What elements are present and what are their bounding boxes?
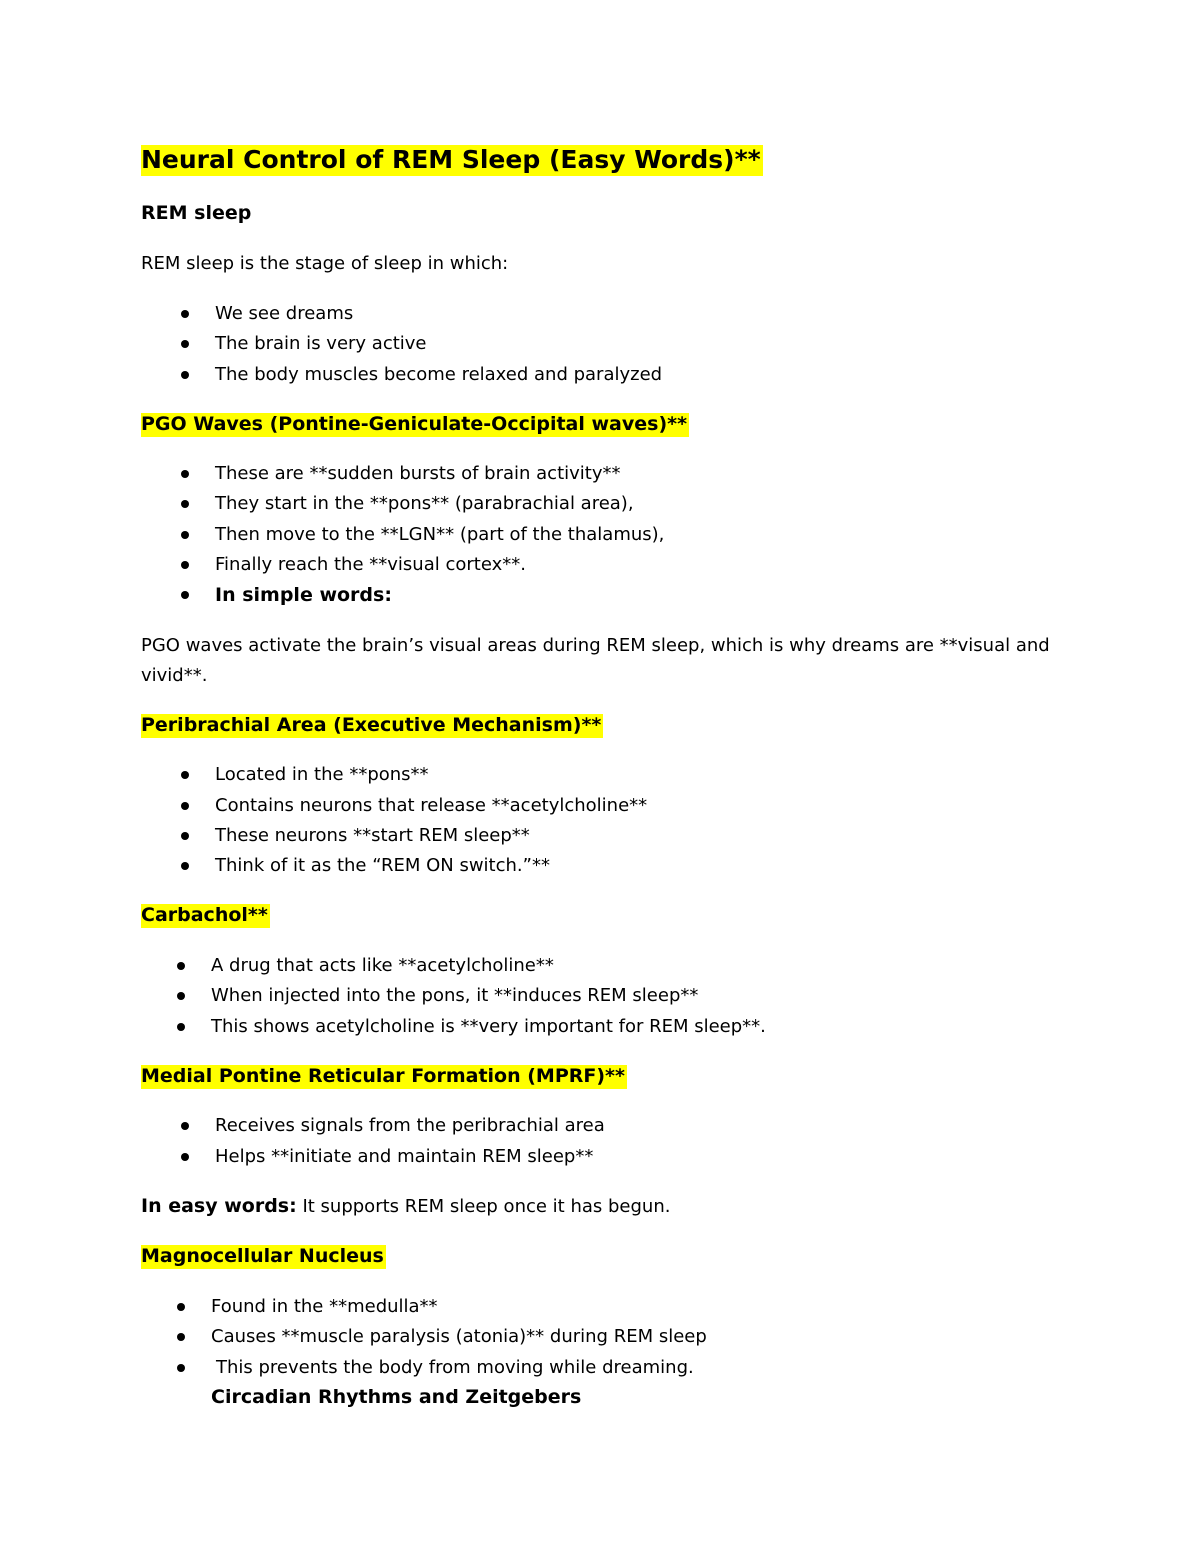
bullet-icon [177, 1333, 185, 1341]
bullet-icon [177, 992, 185, 1000]
bullet-icon [181, 802, 189, 810]
page-title [141, 144, 763, 176]
pgo-heading-text: PGO Waves (Pontine-Geniculate-Occipital waves)** [141, 413, 688, 435]
list-item: Receives signals from the peribrachial area [215, 1115, 605, 1136]
bullet-icon [181, 500, 189, 508]
bullet-icon [181, 470, 189, 478]
magno-heading [141, 1245, 386, 1267]
peribrachial-heading-text: Peribrachial Area (Executive Mechanism)** [141, 714, 602, 736]
rem-intro: REM sleep is the stage of sleep in which: [141, 253, 509, 274]
bullet-icon [177, 1364, 185, 1372]
list-item: A drug that acts like **acetylcholine** [211, 955, 554, 976]
bullet-icon [181, 591, 189, 599]
list-item: We see dreams [215, 303, 354, 324]
list-item: This prevents the body from moving while dreaming. [216, 1357, 694, 1378]
list-item: The brain is very active [215, 333, 427, 354]
bullet-icon [181, 1122, 189, 1130]
list-item: The body muscles become relaxed and paralyzed [215, 364, 663, 385]
bullet-icon [181, 310, 189, 318]
circadian-heading: Circadian Rhythms and Zeitgebers [211, 1386, 582, 1408]
list-item-bold: In simple words: [215, 584, 392, 606]
list-item: This shows acetylcholine is **very important for REM sleep**. [211, 1016, 766, 1037]
bullet-icon [181, 531, 189, 539]
easy-words-text: It supports REM sleep once it has begun. [302, 1196, 671, 1217]
pgo-paragraph-line1: PGO waves activate the brain’s visual areas during REM sleep, which is why dreams are **visual and [141, 635, 1050, 656]
title-text: Neural Control of REM Sleep (Easy Words)** [141, 145, 761, 174]
mprf-easy-words [141, 1195, 670, 1218]
bullet-icon [181, 862, 189, 870]
bullet-icon [177, 962, 185, 970]
list-item: Causes **muscle paralysis (atonia)** during REM sleep [211, 1326, 707, 1347]
list-item: They start in the **pons** (parabrachial area), [215, 493, 634, 514]
easy-words-label: In easy words: [141, 1195, 297, 1217]
list-item: Think of it as the “REM ON switch.”** [215, 855, 550, 876]
pgo-paragraph-line2: vivid**. [141, 665, 208, 686]
list-item: Located in the **pons** [215, 764, 429, 785]
list-item: These are **sudden bursts of brain activity** [215, 463, 621, 484]
bullet-icon [181, 371, 189, 379]
peribrachial-heading [141, 714, 603, 736]
list-item: Found in the **medulla** [211, 1296, 438, 1317]
list-item: These neurons **start REM sleep** [215, 825, 530, 846]
mprf-heading-text: Medial Pontine Reticular Formation (MPRF)** [141, 1065, 625, 1087]
bullet-icon [181, 1153, 189, 1161]
rem-heading: REM sleep [141, 202, 252, 224]
pgo-heading [141, 413, 689, 435]
list-item: Then move to the **LGN** (part of the thalamus), [215, 524, 665, 545]
list-item: Helps **initiate and maintain REM sleep** [215, 1146, 594, 1167]
bullet-icon [181, 340, 189, 348]
bullet-icon [177, 1023, 185, 1031]
mprf-heading [141, 1065, 627, 1087]
list-item: When injected into the pons, it **induces REM sleep** [211, 985, 699, 1006]
carbachol-heading [141, 904, 270, 926]
list-item: Contains neurons that release **acetylcholine** [215, 795, 648, 816]
bullet-icon [181, 771, 189, 779]
carbachol-heading-text: Carbachol** [141, 904, 268, 926]
magno-heading-text: Magnocellular Nucleus [141, 1245, 384, 1267]
bullet-icon [177, 1303, 185, 1311]
bullet-icon [181, 832, 189, 840]
bullet-icon [181, 561, 189, 569]
list-item: Finally reach the **visual cortex**. [215, 554, 526, 575]
